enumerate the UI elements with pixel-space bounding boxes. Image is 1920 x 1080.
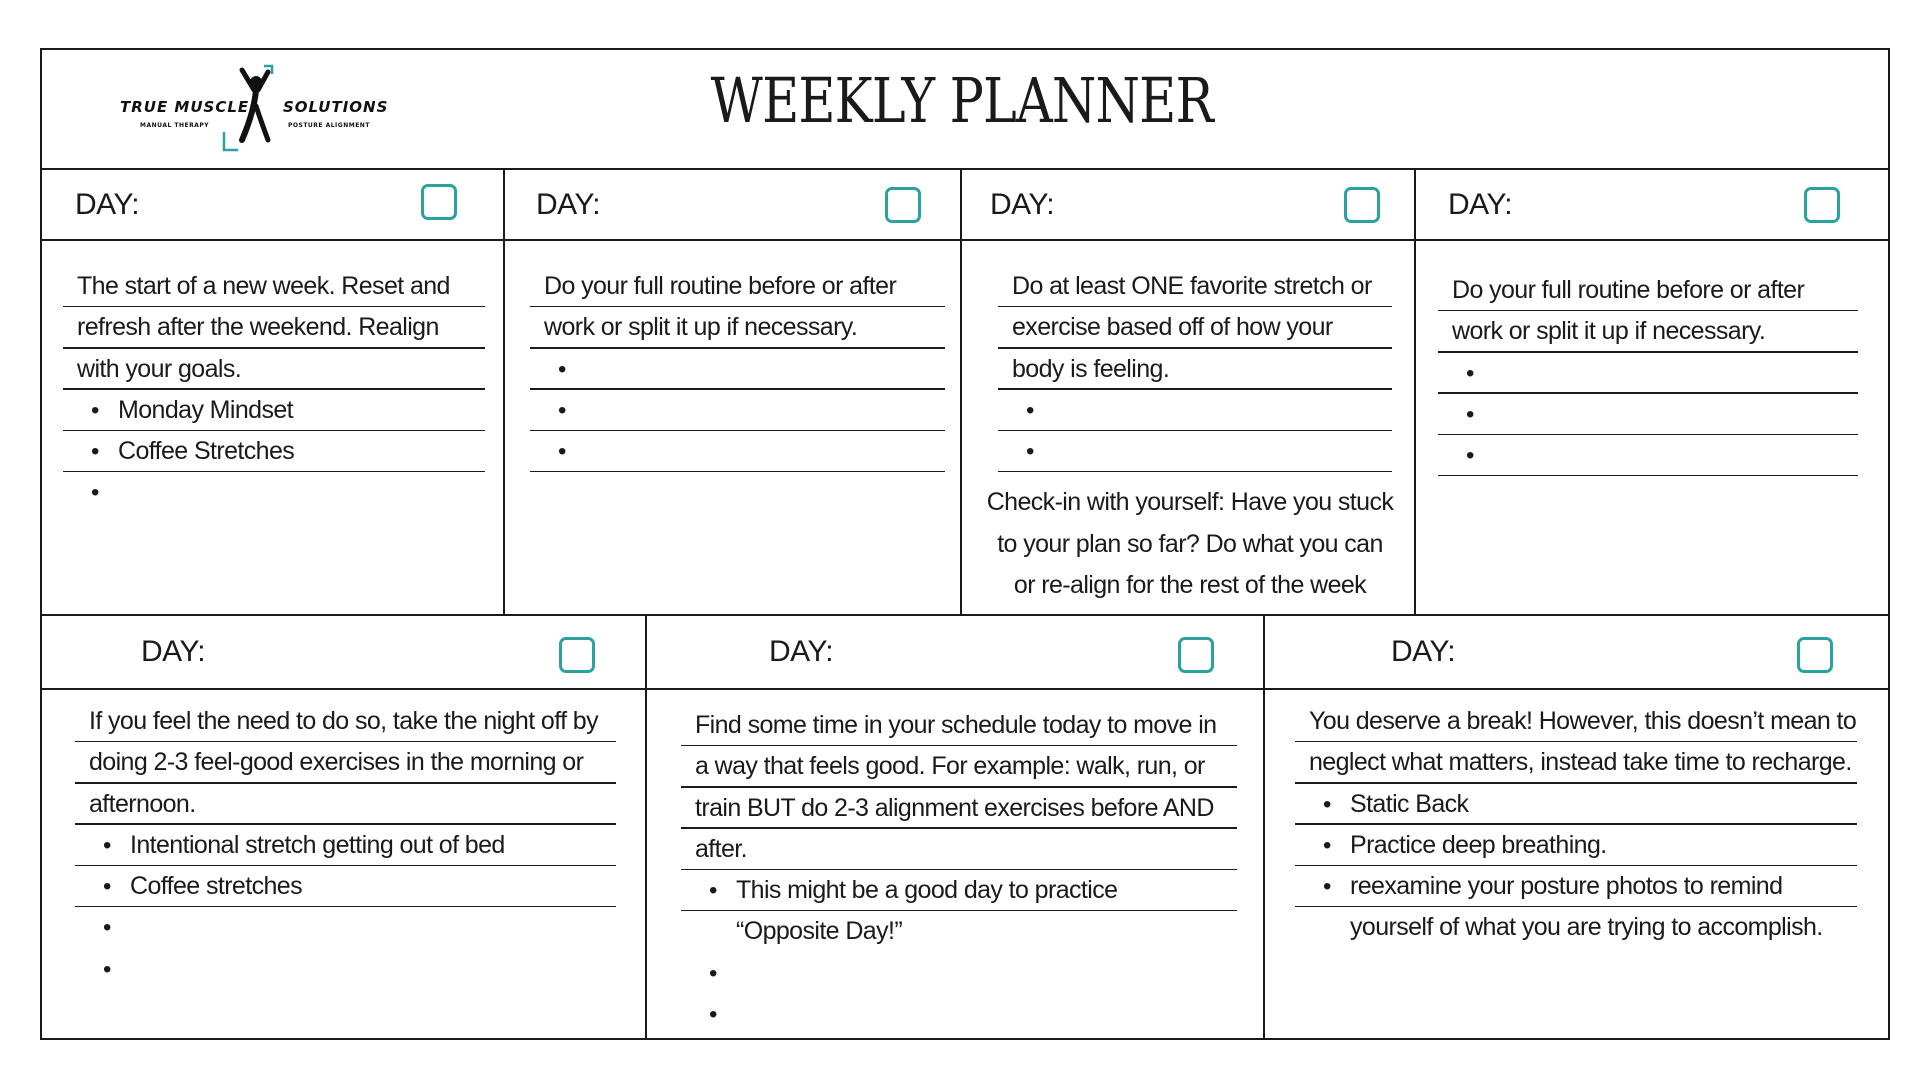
bullet-dot: • [103,955,111,983]
bullet-item [681,953,1237,994]
bullet-text: This might be a good day to practice [736,876,1118,905]
day-3-lines [998,266,1392,472]
bullet-text: Practice deep breathing. [1350,830,1607,859]
row2-col-divider-1 [645,614,647,1040]
day-label-5: DAY: [141,635,206,668]
bullet-dot: • [709,877,717,905]
logo-right-sub: POSTURE ALIGNMENT [288,122,370,129]
note-line [998,307,1392,348]
logo-left-word: TRUE MUSCLE [120,98,250,116]
paragraph-text: doing 2-3 feel-good exercises in the morning or [89,748,584,777]
bullet-item [75,866,616,907]
bullet-dot: • [1466,400,1474,428]
day-checkbox-2[interactable] [885,187,921,223]
note-line [681,788,1237,829]
paragraph-text: Do at least ONE favorite stretch or [1012,272,1372,300]
bullet-item [530,349,945,390]
note-line [63,307,485,348]
day-2-lines [530,266,945,472]
bullet-item [1438,394,1858,435]
day-label-3: DAY: [990,188,1055,221]
day-label-2: DAY: [536,188,601,221]
paragraph-text: You deserve a break! However, this doesn’t mean to [1309,707,1857,735]
note-line [681,746,1237,787]
header-divider [40,168,1890,170]
bullet-item [1438,353,1858,394]
bullet-item [75,949,616,990]
paragraph-text: The start of a new week. Reset and [77,272,450,300]
bullet-dot: • [709,1001,717,1029]
paragraph-text: If you feel the need to do so, take the night off by [89,707,598,735]
bullet-item [681,870,1237,911]
bullet-dot: • [709,959,717,987]
day-checkbox-7[interactable] [1797,637,1833,673]
page-title: WEEKLY PLANNER [710,64,1213,137]
bullet-item [1295,866,1857,907]
bullet-item [530,431,945,472]
bullet-item [998,431,1392,472]
day-checkbox-1[interactable] [421,184,457,220]
logo-right-word: SOLUTIONS [283,98,389,116]
bullet-dot: • [103,831,111,859]
day-7-lines [1295,701,1857,949]
row-divider [40,614,1890,616]
note-line [63,349,485,390]
bullet-text: reexamine your posture photos to remind [1350,872,1783,901]
note-line [998,349,1392,390]
row1-col-divider-3 [1414,168,1416,615]
bullet-item [63,431,485,472]
row1-col-divider-1 [503,168,505,615]
bullet-item [63,472,485,513]
bullet-dot: • [1026,438,1034,466]
note-line [530,307,945,348]
paragraph-text: neglect what matters, instead take time to recharge. [1309,748,1852,777]
checkin-note-line-2: to your plan so far? Do what you can [997,529,1383,558]
paragraph-text: train BUT do 2-3 alignment exercises before AND [695,793,1214,822]
paragraph-text: afternoon. [89,789,196,818]
paragraph-text: with your goals. [77,354,242,383]
note-line [75,784,616,825]
bullet-text: Intentional stretch getting out of bed [130,830,505,859]
note-line [530,266,945,307]
paragraph-text: work or split it up if necessary. [1452,317,1766,346]
bullet-text: Coffee Stretches [118,437,295,466]
checkin-note-line-3: or re-align for the rest of the week [1013,571,1367,599]
bullet-item [998,390,1392,431]
day-5-lines [75,701,616,990]
paragraph-text: work or split it up if necessary. [544,313,858,342]
bullet-text: Monday Mindset [118,395,294,424]
bullet-dot: • [91,438,99,466]
day-6-lines [681,705,1237,1035]
day-4-lines [1438,270,1858,476]
day-checkbox-4[interactable] [1804,187,1840,223]
paragraph-text: a way that feels good. For example: walk, run, or [695,752,1205,781]
bullet-dot: • [1466,442,1474,470]
paragraph-text: after. [695,834,747,863]
bullet-item [75,907,616,948]
bullet-dot: • [1323,873,1331,901]
bullet-item [1295,825,1857,866]
day-3-checkin-note [970,482,1410,607]
bullet-item [63,390,485,431]
day-label-1: DAY: [75,188,140,221]
bullet-text: Static Back [1350,789,1469,818]
row2-day-divider [40,688,1890,690]
note-line [1295,907,1857,948]
bullet-dot: • [103,873,111,901]
paragraph-text: refresh after the weekend. Realign [77,313,439,342]
bullet-item [75,825,616,866]
bullet-dot: • [103,914,111,942]
paragraph-text: exercise based off of how your [1012,313,1333,342]
paragraph-text: Do your full routine before or after [544,272,897,300]
note-line [63,266,485,307]
bullet-dot: • [1323,790,1331,818]
note-line [1438,311,1858,352]
note-line [75,701,616,742]
bullet-dot: • [1466,359,1474,387]
row1-col-divider-2 [960,168,962,615]
bullet-dot: • [558,438,566,466]
bullet-dot: • [91,396,99,424]
row1-day-divider [40,239,1890,241]
day-checkbox-3[interactable] [1344,187,1380,223]
paragraph-text: body is feeling. [1012,354,1170,383]
bullet-dot: • [1323,831,1331,859]
day-label-4: DAY: [1448,188,1513,221]
note-line [998,266,1392,307]
logo-left-sub: MANUAL THERAPY [140,122,210,129]
bullet-dot: • [91,479,99,507]
day-1-lines [63,266,485,514]
bullet-text: Coffee stretches [130,872,302,901]
bullet-item [530,390,945,431]
note-line [1295,742,1857,783]
bullet-dot: • [1026,396,1034,424]
bullet-continuation: yourself of what you are trying to accomplish. [1350,913,1823,942]
note-line [75,742,616,783]
checkin-note-line-1: Check-in with yourself: Have you stuck [986,488,1394,516]
paragraph-text: Find some time in your schedule today to move in [695,711,1217,739]
note-line [681,911,1237,952]
note-line [681,705,1237,746]
note-line [1295,701,1857,742]
bullet-dot: • [558,355,566,383]
bullet-continuation: “Opposite Day!” [736,917,903,946]
day-checkbox-5[interactable] [559,637,595,673]
day-label-7: DAY: [1391,635,1456,668]
row2-col-divider-2 [1263,614,1265,1040]
bullet-item [1438,435,1858,476]
bullet-dot: • [558,396,566,424]
bullet-item [1295,784,1857,825]
day-checkbox-6[interactable] [1178,637,1214,673]
bullet-item [681,994,1237,1035]
note-line [1438,270,1858,311]
day-label-6: DAY: [769,635,834,668]
note-line [681,829,1237,870]
paragraph-text: Do your full routine before or after [1452,276,1805,304]
